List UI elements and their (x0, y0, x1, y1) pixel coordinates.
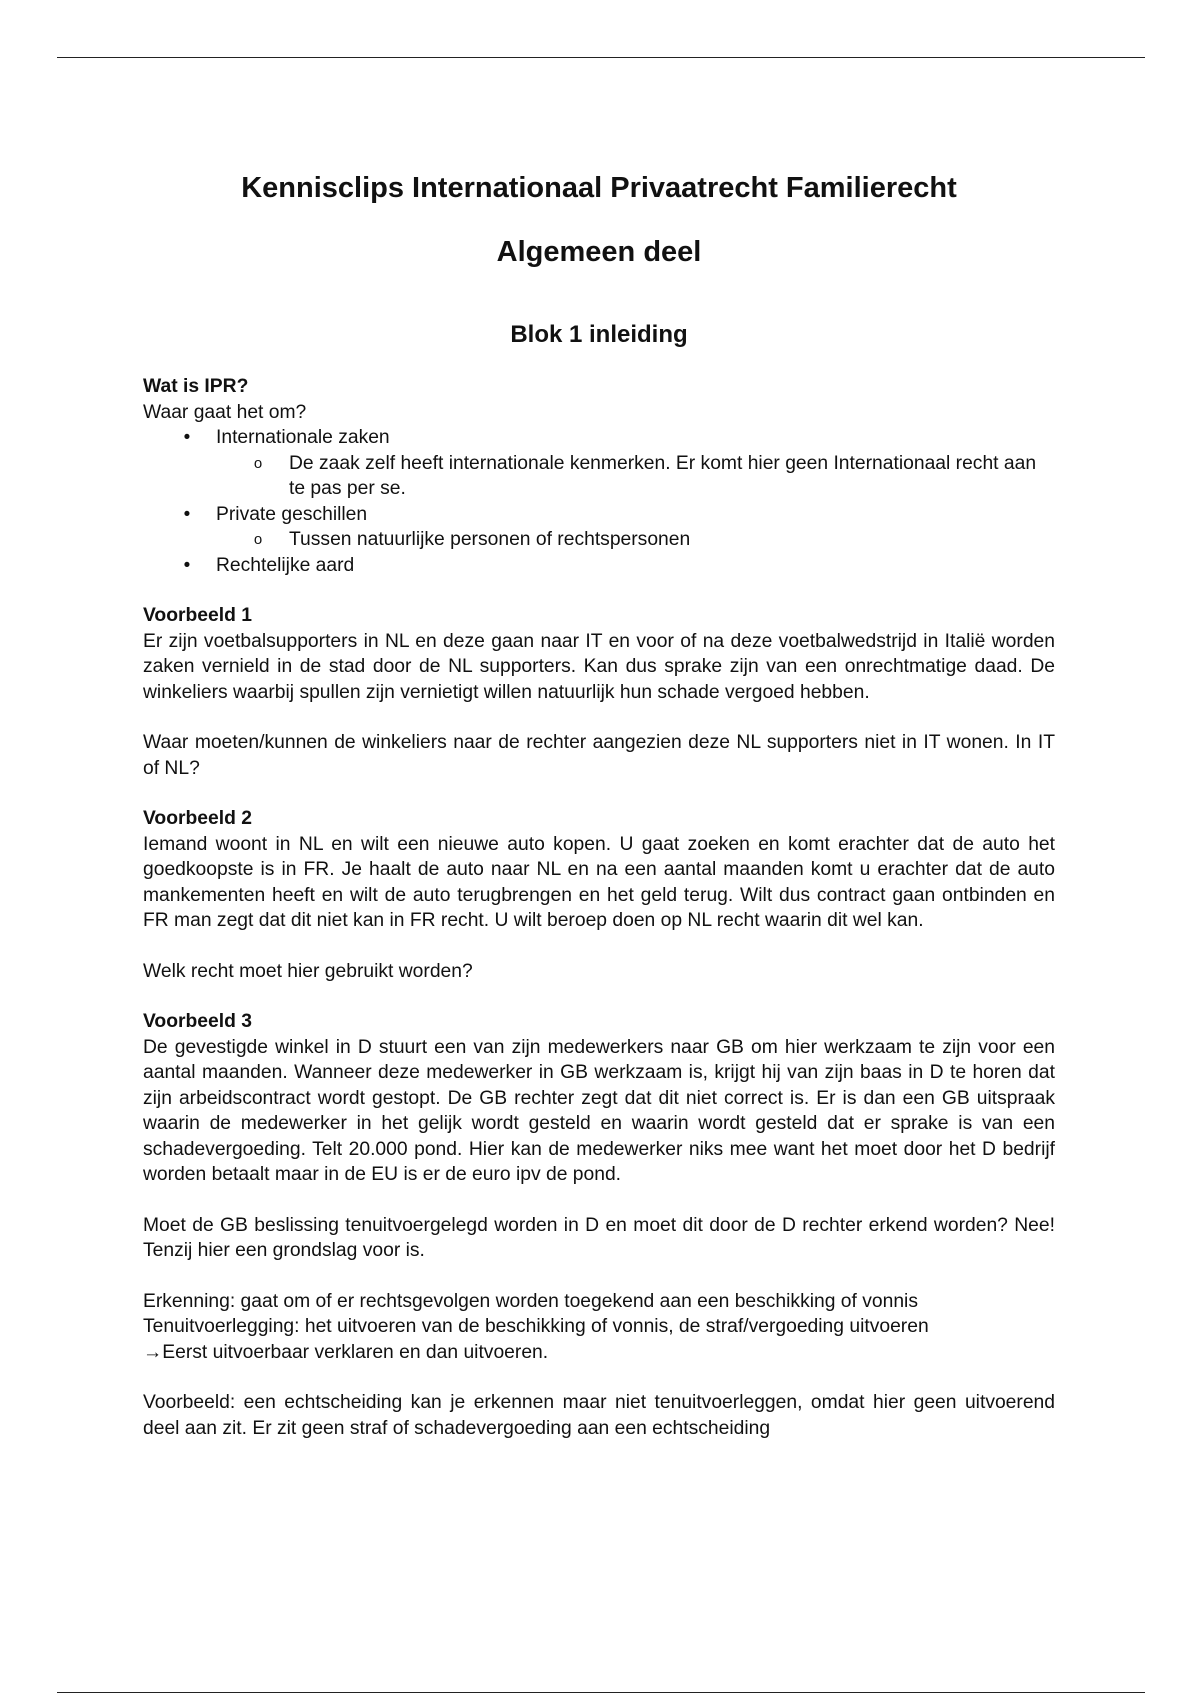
section-voorbeeld-3 (143, 1009, 1055, 1441)
list-item-label: Internationale zaken (216, 427, 390, 448)
paragraph: Iemand woont in NL en wilt een nieuwe auto kopen. U gaat zoeken en komt erachter dat de auto het goedkoopste is in FR. Je haalt de auto naar NL en na een aantal maanden komt u erachter dat de auto mankementen heeft en wilt de auto terugbrengen en het geld terug. Wilt dus contract gaan ontbinden en FR man zegt dat dit niet kan in FR recht. U wilt beroep doen op NL recht waarin dit wel kan. (143, 833, 1055, 931)
list-item-label: Rechtelijke aard (216, 554, 355, 576)
section-heading: Voorbeeld 1 (143, 605, 252, 626)
list-item (143, 502, 1055, 528)
bullet-icon: • (183, 554, 191, 576)
circle-bullet-icon: o (253, 454, 263, 472)
paragraph: De gevestigde winkel in D stuurt een van zijn medewerkers naar GB om hier werkzaam te zijn voor een aantal maanden. Wanneer deze medewerker in GB werkzaam is, krijgt hij van zijn baas in D te horen dat zijn arbeidscontract wordt gestopt. De GB rechter zegt dat dit niet correct is. Er is dan een GB uitspraak waarin de medewerker in het gelijk wordt gesteld en waarin wordt gesteld dat er sprake is van een schadevergoeding. Telt 20.000 pond. Hier kan de medewerker niks mee want het moet door het D bedrijf worden betaalt maar in de EU is er de euro ipv de pond. (143, 1036, 1055, 1185)
document-subtitle: Algemeen deel (496, 236, 702, 268)
section-heading: Voorbeeld 2 (143, 808, 252, 829)
circle-bullet-icon: o (253, 531, 263, 548)
sub-list-item-text: De zaak zelf heeft internationale kenmerken. Er komt hier geen Internationaal recht aan te pas per se. (289, 452, 1037, 499)
definition-note: →Eerst uitvoerbaar verklaren en dan uitvoeren. (143, 1341, 549, 1363)
paragraph: Welk recht moet hier gebruikt worden? (143, 960, 473, 982)
list-item (143, 425, 1055, 451)
sub-list-item (143, 451, 1055, 502)
section-heading: Voorbeeld 3 (143, 1011, 252, 1032)
section-voorbeeld-2 (143, 806, 1055, 984)
paragraph: Er zijn voetbalsupporters in NL en deze gaan naar IT en voor of na deze voetbalwedstrijd in Italië worden zaken vernield in de stad door de NL supporters. Kan dus sprake zijn van een onrechtmatige daad. De winkeliers waarbij spullen zijn vernietigt willen natuurlijk hun schade vergoed hebben. (143, 630, 1055, 703)
block-heading: Blok 1 inleiding (510, 321, 688, 348)
section-intro: Waar gaat het om? (143, 401, 307, 423)
sub-list-item-text: Tussen natuurlijke personen of rechtspersonen (289, 529, 691, 550)
definition-erkenning: Erkenning: gaat om of er rechtsgevolgen worden toegekend aan een beschikking of vonnis (143, 1290, 918, 1312)
page-content (143, 160, 1055, 1441)
section-heading: Wat is IPR? (143, 376, 249, 397)
section-voorbeeld-1 (143, 603, 1055, 781)
bullet-icon: • (183, 503, 191, 525)
bullet-list (143, 425, 1055, 578)
list-item-label: Private geschillen (216, 503, 368, 525)
list-item (143, 553, 1055, 579)
paragraph: Waar moeten/kunnen de winkeliers naar de rechter aangezien deze NL supporters niet in IT wonen. In IT of NL? (143, 732, 1055, 779)
sub-list-item (143, 527, 1055, 553)
section-wat-is-ipr (143, 374, 1055, 578)
bullet-icon: • (183, 427, 191, 448)
definitions (143, 1289, 1055, 1366)
paragraph: Moet de GB beslissing tenuitvoergelegd worden in D en moet dit door de D rechter erkend worden? Nee! Tenzij hier een grondslag voor is. (143, 1214, 1055, 1261)
top-rule (57, 57, 1145, 58)
paragraph: Voorbeeld: een echtscheiding kan je erkennen maar niet tenuitvoerleggen, omdat hier geen uitvoerend deel aan zit. Er zit geen straf of schadevergoeding aan een echtscheiding (143, 1392, 1055, 1439)
bottom-rule (57, 1692, 1145, 1693)
definition-tenuitvoerlegging: Tenuitvoerlegging: het uitvoeren van de beschikking of vonnis, de straf/vergoeding uitvoeren (143, 1316, 929, 1337)
document-title: Kennisclips Internationaal Privaatrecht Familierecht (241, 172, 957, 204)
